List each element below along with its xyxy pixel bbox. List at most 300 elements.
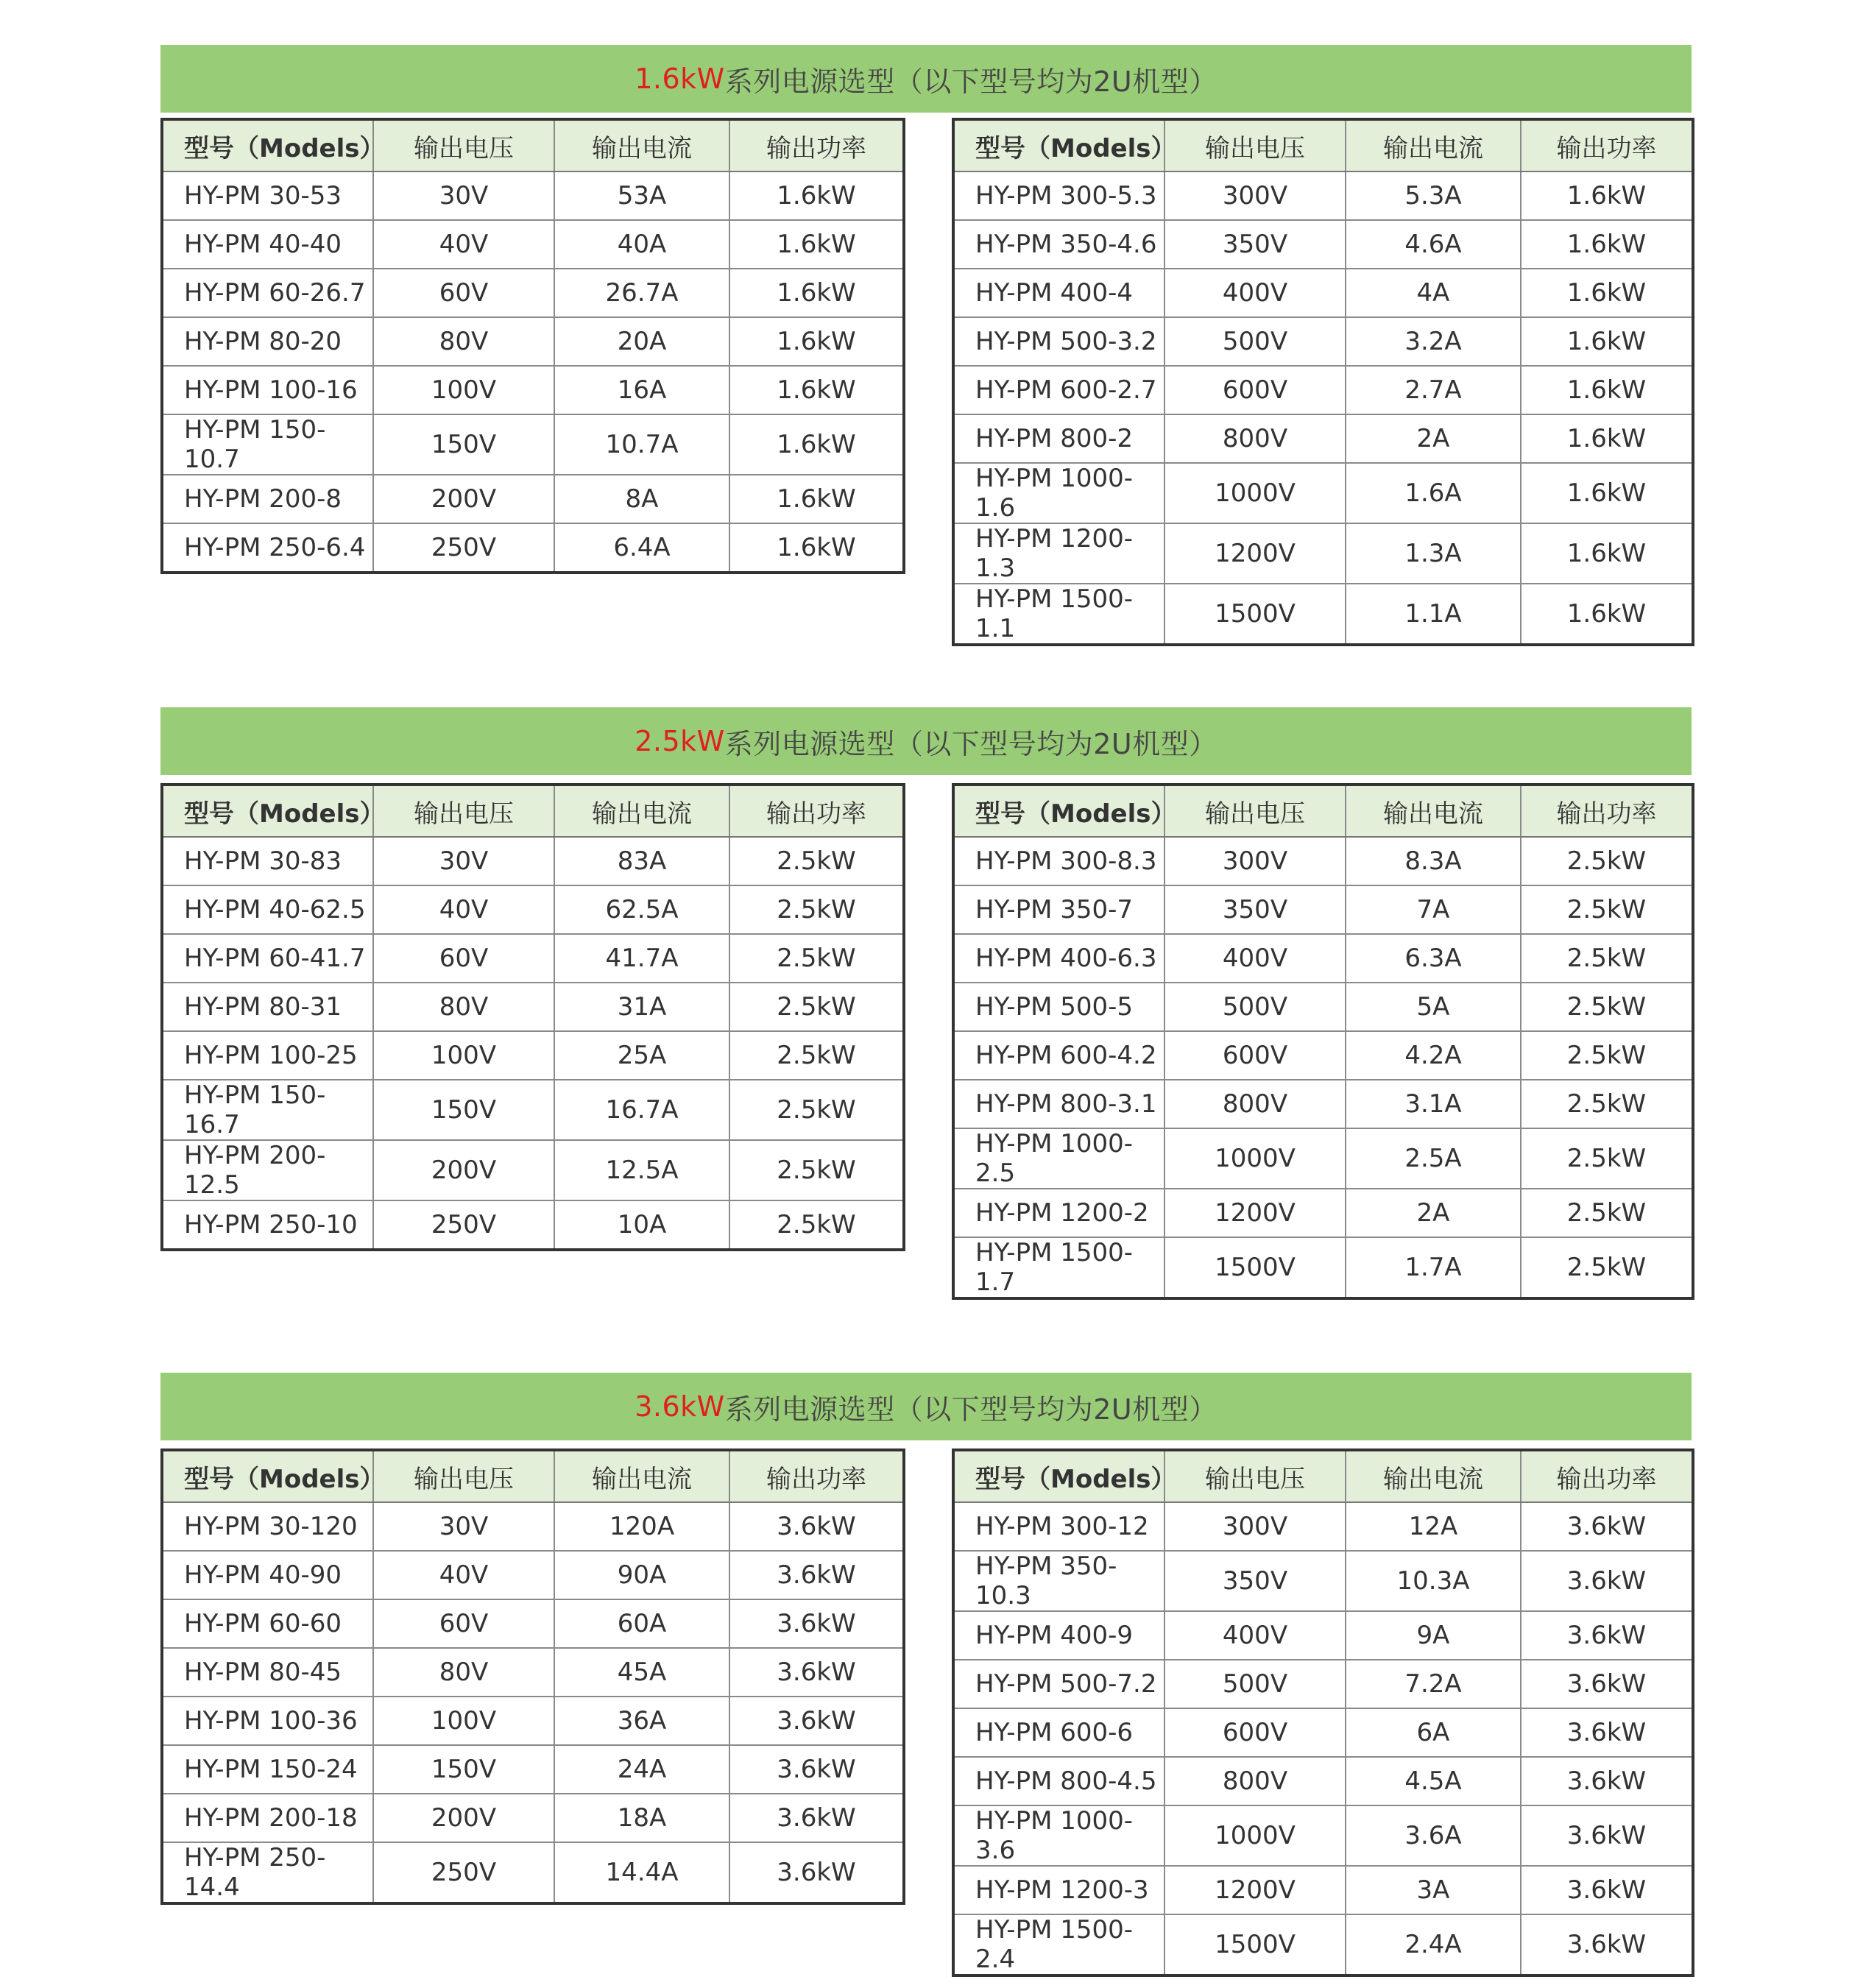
- model-cell: HY-PM 60-41.7: [162, 934, 373, 983]
- table-row: [162, 414, 904, 475]
- voltage-cell: 80V: [373, 983, 554, 1031]
- voltage-cell: 1500V: [1164, 1914, 1346, 1975]
- power-cell: 3.6kW: [729, 1648, 904, 1697]
- table-row: [162, 1140, 904, 1200]
- power-cell: 2.5kW: [729, 983, 904, 1031]
- table-row: [953, 983, 1693, 1031]
- model-cell: HY-PM 1000-1.6: [953, 463, 1164, 523]
- current-cell: 10.7A: [554, 414, 729, 475]
- current-cell: 4.5A: [1346, 1757, 1521, 1805]
- table-row: [953, 220, 1693, 269]
- table-row: [162, 1080, 904, 1140]
- model-cell: HY-PM 80-20: [162, 317, 373, 366]
- header-current: 输出电流: [554, 119, 729, 171]
- power-cell: 1.6kW: [729, 269, 904, 317]
- model-cell: HY-PM 250-14.4: [162, 1842, 373, 1903]
- power-cell: 3.6kW: [777, 1858, 856, 1887]
- model-cell: HY-PM 30-53: [162, 171, 373, 220]
- power-cell: 3.6kW: [1521, 1708, 1693, 1757]
- current-cell: 120A: [554, 1502, 729, 1551]
- header-voltage: 输出电压: [373, 1450, 554, 1502]
- header-row: [953, 119, 1693, 171]
- header-power: 输出功率: [1521, 119, 1693, 171]
- current-cell: 4A: [1346, 269, 1521, 317]
- table-row: [162, 1031, 904, 1080]
- current-cell: 45A: [554, 1648, 729, 1697]
- table-row: [953, 1805, 1693, 1866]
- voltage-cell: 200V: [373, 1794, 554, 1842]
- current-cell: 25A: [554, 1031, 729, 1080]
- header-voltage: 输出电压: [1164, 119, 1346, 171]
- power-cell: 2.5kW: [1521, 885, 1693, 934]
- power-cell: 2.5kW: [729, 1080, 904, 1140]
- header-row: [162, 119, 904, 171]
- voltage-cell: 40V: [373, 1551, 554, 1599]
- power-cell: 1.6kW: [729, 220, 904, 269]
- table-row: [162, 1200, 904, 1250]
- voltage-cell: 250V: [373, 523, 554, 573]
- table-row: [162, 983, 904, 1031]
- power-cell: 2.5kW: [1521, 1031, 1693, 1080]
- voltage-cell: 500V: [1164, 317, 1346, 366]
- power-cell: 3.6kW: [1566, 1930, 1647, 1959]
- voltage-cell: 1000V: [1164, 1128, 1346, 1189]
- power-cell: 3.6kW: [729, 1794, 904, 1842]
- table-row: [162, 1794, 904, 1842]
- voltage-cell: 500V: [1164, 983, 1346, 1031]
- header-voltage: 输出电压: [1164, 1450, 1346, 1502]
- table-row: [953, 317, 1693, 366]
- table-row: [953, 1757, 1693, 1805]
- table-row: [953, 1189, 1693, 1237]
- model-cell: HY-PM 200-12.5: [162, 1140, 373, 1200]
- table-row: [953, 414, 1693, 463]
- table-row: [953, 934, 1693, 983]
- voltage-cell: 60V: [373, 1599, 554, 1648]
- model-cell: HY-PM 200-18: [162, 1794, 373, 1842]
- table-row: [953, 1708, 1693, 1757]
- header-current: 输出电流: [554, 1450, 729, 1502]
- voltage-cell: 1000V: [1164, 1805, 1346, 1866]
- table-row: [953, 1502, 1693, 1551]
- model-cell: HY-PM 800-3.1: [953, 1080, 1164, 1128]
- power-cell: 3.6kW: [729, 1745, 904, 1794]
- model-cell: HY-PM 1200-3: [953, 1866, 1164, 1914]
- header-model: 型号（Models）: [162, 1450, 373, 1502]
- model-cell: HY-PM 350-7: [953, 885, 1164, 934]
- voltage-cell: 400V: [1164, 934, 1346, 983]
- current-cell: 8.3A: [1346, 837, 1521, 885]
- current-cell: 2.5A: [1346, 1128, 1521, 1189]
- table-row: [953, 171, 1693, 220]
- table-row: [162, 220, 904, 269]
- power-cell: 1.6kW: [729, 475, 904, 523]
- header-row: [953, 785, 1693, 837]
- model-cell: HY-PM 1200-2: [953, 1189, 1164, 1237]
- header-row: [953, 1450, 1693, 1502]
- voltage-cell: 100V: [373, 1697, 554, 1745]
- model-cell: HY-PM 40-90: [162, 1551, 373, 1599]
- current-cell: 53A: [554, 171, 729, 220]
- power-cell: 3.6kW: [1521, 1502, 1693, 1551]
- current-cell: 1.7A: [1346, 1237, 1521, 1298]
- current-cell: 3.6A: [1346, 1805, 1521, 1866]
- power-cell: 2.5kW: [777, 1210, 856, 1239]
- voltage-cell: 40V: [373, 220, 554, 269]
- header-power: 输出功率: [729, 785, 904, 837]
- voltage-cell: 1500V: [1164, 1237, 1346, 1298]
- power-cell: 2.5kW: [1521, 1189, 1693, 1237]
- voltage-cell: 60V: [373, 934, 554, 983]
- power-cell: 3.6kW: [729, 1599, 904, 1648]
- table-row: [953, 523, 1693, 584]
- header-power: 输出功率: [1521, 785, 1693, 837]
- table-row: [162, 475, 904, 523]
- table-row: [953, 1914, 1693, 1975]
- voltage-cell: 40V: [373, 885, 554, 934]
- power-cell: 1.6kW: [1521, 171, 1693, 220]
- voltage-cell: 150V: [373, 1080, 554, 1140]
- table-row: [162, 885, 904, 934]
- model-cell: HY-PM 100-36: [162, 1697, 373, 1745]
- header-power: 输出功率: [1521, 1450, 1693, 1502]
- model-cell: HY-PM 400-4: [953, 269, 1164, 317]
- power-cell: 1.6kW: [1521, 463, 1693, 523]
- section-banner-1-6kw: [160, 45, 1692, 113]
- current-cell: 40A: [554, 220, 729, 269]
- voltage-cell: 600V: [1164, 366, 1346, 414]
- model-cell: HY-PM 40-40: [162, 220, 373, 269]
- table-row: [162, 1697, 904, 1745]
- voltage-cell: 1500V: [1164, 584, 1346, 645]
- current-cell: 18A: [554, 1794, 729, 1842]
- voltage-cell: 200V: [373, 475, 554, 523]
- table-row: [953, 1866, 1693, 1914]
- current-cell: 3A: [1346, 1866, 1521, 1914]
- power-cell: 1.6kW: [1521, 366, 1693, 414]
- table-row: [953, 885, 1693, 934]
- voltage-cell: 600V: [1164, 1031, 1346, 1080]
- current-cell: 7.2A: [1346, 1660, 1521, 1708]
- power-cell: 2.5kW: [1521, 934, 1693, 983]
- current-cell: 12.5A: [554, 1140, 729, 1200]
- table-row: [953, 837, 1693, 885]
- power-cell: 1.6kW: [777, 533, 856, 562]
- header-voltage: 输出电压: [373, 785, 554, 837]
- voltage-cell: 350V: [1164, 220, 1346, 269]
- banner-power: 2.5kW: [635, 725, 725, 757]
- model-cell: HY-PM 250-10: [162, 1200, 373, 1250]
- current-cell: 9A: [1346, 1611, 1521, 1660]
- current-cell: 4.6A: [1346, 220, 1521, 269]
- table-row: [162, 366, 904, 414]
- power-cell: 1.6kW: [1521, 269, 1693, 317]
- power-cell: 3.6kW: [729, 1697, 904, 1745]
- power-cell: 3.6kW: [1521, 1551, 1693, 1611]
- voltage-cell: 800V: [1164, 1757, 1346, 1805]
- voltage-cell: 30V: [373, 1502, 554, 1551]
- power-cell: 3.6kW: [1521, 1866, 1693, 1914]
- power-cell: 1.6kW: [1521, 220, 1693, 269]
- voltage-cell: 30V: [373, 171, 554, 220]
- model-cell: HY-PM 1200-1.3: [953, 523, 1164, 584]
- current-cell: 6.4A: [554, 523, 729, 573]
- voltage-cell: 300V: [1164, 837, 1346, 885]
- header-voltage: 输出电压: [373, 119, 554, 171]
- voltage-cell: 800V: [1164, 1080, 1346, 1128]
- power-cell: 2.5kW: [1521, 837, 1693, 885]
- model-cell: HY-PM 600-2.7: [953, 366, 1164, 414]
- power-cell: 2.5kW: [1566, 1253, 1647, 1282]
- power-cell: 3.6kW: [1521, 1660, 1693, 1708]
- current-cell: 3.1A: [1346, 1080, 1521, 1128]
- power-cell: 3.6kW: [729, 1502, 904, 1551]
- model-cell: HY-PM 400-9: [953, 1611, 1164, 1660]
- spec-table-right: [952, 118, 1694, 646]
- current-cell: 14.4A: [554, 1842, 729, 1903]
- model-cell: HY-PM 400-6.3: [953, 934, 1164, 983]
- model-cell: HY-PM 500-5: [953, 983, 1164, 1031]
- voltage-cell: 150V: [373, 1745, 554, 1794]
- table-row: [953, 1128, 1693, 1189]
- model-cell: HY-PM 1000-2.5: [953, 1128, 1164, 1189]
- voltage-cell: 500V: [1164, 1660, 1346, 1708]
- current-cell: 12A: [1346, 1502, 1521, 1551]
- voltage-cell: 1200V: [1164, 523, 1346, 584]
- voltage-cell: 800V: [1164, 414, 1346, 463]
- voltage-cell: 30V: [373, 837, 554, 885]
- current-cell: 83A: [554, 837, 729, 885]
- model-cell: HY-PM 150-24: [162, 1745, 373, 1794]
- voltage-cell: 200V: [373, 1140, 554, 1200]
- current-cell: 6A: [1346, 1708, 1521, 1757]
- voltage-cell: 300V: [1164, 171, 1346, 220]
- power-cell: 1.6kW: [1566, 599, 1647, 629]
- power-cell: 2.5kW: [729, 837, 904, 885]
- model-cell: HY-PM 150-10.7: [162, 414, 373, 475]
- model-cell: HY-PM 300-8.3: [953, 837, 1164, 885]
- header-model: 型号（Models）: [162, 119, 373, 171]
- banner-power: 3.6kW: [635, 1390, 725, 1423]
- model-cell: HY-PM 100-16: [162, 366, 373, 414]
- spec-table-left: [160, 1448, 905, 1905]
- header-current: 输出电流: [1346, 785, 1521, 837]
- header-voltage: 输出电压: [1164, 785, 1346, 837]
- header-power: 输出功率: [729, 119, 904, 171]
- power-cell: 3.6kW: [1521, 1805, 1693, 1866]
- spec-table-right: [952, 783, 1694, 1300]
- current-cell: 36A: [554, 1697, 729, 1745]
- table-row: [162, 934, 904, 983]
- current-cell: 2A: [1346, 1189, 1521, 1237]
- power-cell: 2.5kW: [729, 1031, 904, 1080]
- power-cell: 1.6kW: [729, 366, 904, 414]
- current-cell: 24A: [554, 1745, 729, 1794]
- model-cell: HY-PM 200-8: [162, 475, 373, 523]
- table-row: [953, 584, 1693, 645]
- model-cell: HY-PM 800-4.5: [953, 1757, 1164, 1805]
- banner-title: 系列电源选型（以下型号均为2U机型）: [724, 1393, 1217, 1426]
- table-row: [162, 837, 904, 885]
- current-cell: 5.3A: [1346, 171, 1521, 220]
- section-banner-3-6kw: [160, 1373, 1692, 1440]
- voltage-cell: 1200V: [1164, 1189, 1346, 1237]
- section-banner-2-5kw: [160, 707, 1692, 775]
- table-row: [953, 366, 1693, 414]
- current-cell: 6.3A: [1346, 934, 1521, 983]
- header-model: 型号（Models）: [162, 785, 373, 837]
- table-row: [162, 1745, 904, 1794]
- voltage-cell: 1200V: [1164, 1866, 1346, 1914]
- current-cell: 10.3A: [1346, 1551, 1521, 1611]
- model-cell: HY-PM 600-6: [953, 1708, 1164, 1757]
- header-model: 型号（Models）: [953, 1450, 1164, 1502]
- voltage-cell: 80V: [373, 317, 554, 366]
- current-cell: 31A: [554, 983, 729, 1031]
- header-row: [162, 1450, 904, 1502]
- power-cell: 2.5kW: [1521, 1080, 1693, 1128]
- table-row: [953, 1237, 1693, 1298]
- voltage-cell: 100V: [373, 1031, 554, 1080]
- header-current: 输出电流: [1346, 1450, 1521, 1502]
- spec-table-left: [160, 783, 905, 1251]
- model-cell: HY-PM 1500-1.7: [953, 1237, 1164, 1298]
- voltage-cell: 100V: [373, 366, 554, 414]
- table-row: [162, 523, 904, 573]
- model-cell: HY-PM 350-4.6: [953, 220, 1164, 269]
- table-row: [953, 269, 1693, 317]
- power-cell: 2.5kW: [729, 885, 904, 934]
- header-row: [162, 785, 904, 837]
- power-cell: 2.5kW: [729, 1140, 904, 1200]
- power-cell: 1.6kW: [1521, 414, 1693, 463]
- spec-table-right: [952, 1448, 1694, 1977]
- current-cell: 62.5A: [554, 885, 729, 934]
- model-cell: HY-PM 60-60: [162, 1599, 373, 1648]
- model-cell: HY-PM 600-4.2: [953, 1031, 1164, 1080]
- power-cell: 3.6kW: [1521, 1611, 1693, 1660]
- current-cell: 20A: [554, 317, 729, 366]
- table-row: [953, 463, 1693, 523]
- table-row: [162, 317, 904, 366]
- table-row: [162, 1648, 904, 1697]
- model-cell: HY-PM 1500-1.1: [953, 584, 1164, 645]
- model-cell: HY-PM 800-2: [953, 414, 1164, 463]
- model-cell: HY-PM 300-5.3: [953, 171, 1164, 220]
- power-cell: 3.6kW: [1521, 1757, 1693, 1805]
- power-cell: 2.5kW: [1521, 983, 1693, 1031]
- current-cell: 26.7A: [554, 269, 729, 317]
- header-current: 输出电流: [554, 785, 729, 837]
- model-cell: HY-PM 30-83: [162, 837, 373, 885]
- model-cell: HY-PM 100-25: [162, 1031, 373, 1080]
- banner-title: 系列电源选型（以下型号均为2U机型）: [724, 65, 1217, 98]
- table-row: [162, 1599, 904, 1648]
- current-cell: 1.1A: [1346, 584, 1521, 645]
- table-row: [162, 1551, 904, 1599]
- table-row: [953, 1660, 1693, 1708]
- model-cell: HY-PM 500-3.2: [953, 317, 1164, 366]
- voltage-cell: 400V: [1164, 1611, 1346, 1660]
- power-cell: 1.6kW: [729, 171, 904, 220]
- current-cell: 60A: [554, 1599, 729, 1648]
- power-cell: 1.6kW: [729, 414, 904, 475]
- voltage-cell: 250V: [373, 1842, 554, 1903]
- model-cell: HY-PM 30-120: [162, 1502, 373, 1551]
- voltage-cell: 1000V: [1164, 463, 1346, 523]
- banner-power: 1.6kW: [635, 63, 725, 95]
- current-cell: 90A: [554, 1551, 729, 1599]
- voltage-cell: 150V: [373, 414, 554, 475]
- voltage-cell: 300V: [1164, 1502, 1346, 1551]
- current-cell: 7A: [1346, 885, 1521, 934]
- model-cell: HY-PM 80-31: [162, 983, 373, 1031]
- voltage-cell: 350V: [1164, 885, 1346, 934]
- voltage-cell: 80V: [373, 1648, 554, 1697]
- model-cell: HY-PM 60-26.7: [162, 269, 373, 317]
- power-cell: 1.6kW: [1521, 317, 1693, 366]
- header-model: 型号（Models）: [953, 785, 1164, 837]
- banner-title: 系列电源选型（以下型号均为2U机型）: [724, 727, 1217, 760]
- model-cell: HY-PM 250-6.4: [162, 523, 373, 573]
- current-cell: 2.4A: [1346, 1914, 1521, 1975]
- spec-table-left: [160, 118, 905, 574]
- table-row: [162, 1842, 904, 1903]
- voltage-cell: 350V: [1164, 1551, 1346, 1611]
- table-row: [162, 171, 904, 220]
- power-cell: 1.6kW: [1521, 523, 1693, 584]
- table-row: [162, 269, 904, 317]
- voltage-cell: 400V: [1164, 269, 1346, 317]
- table-row: [953, 1611, 1693, 1660]
- current-cell: 2A: [1346, 414, 1521, 463]
- table-row: [162, 1502, 904, 1551]
- voltage-cell: 60V: [373, 269, 554, 317]
- model-cell: HY-PM 40-62.5: [162, 885, 373, 934]
- current-cell: 8A: [554, 475, 729, 523]
- table-row: [953, 1031, 1693, 1080]
- current-cell: 1.3A: [1346, 523, 1521, 584]
- table-row: [953, 1551, 1693, 1611]
- power-cell: 2.5kW: [729, 934, 904, 983]
- current-cell: 1.6A: [1346, 463, 1521, 523]
- table-row: [953, 1080, 1693, 1128]
- model-cell: HY-PM 300-12: [953, 1502, 1164, 1551]
- current-cell: 16.7A: [554, 1080, 729, 1140]
- current-cell: 5A: [1346, 983, 1521, 1031]
- model-cell: HY-PM 150-16.7: [162, 1080, 373, 1140]
- power-cell: 1.6kW: [729, 317, 904, 366]
- model-cell: HY-PM 350-10.3: [953, 1551, 1164, 1611]
- current-cell: 2.7A: [1346, 366, 1521, 414]
- voltage-cell: 600V: [1164, 1708, 1346, 1757]
- current-cell: 10A: [554, 1200, 729, 1250]
- power-cell: 2.5kW: [1521, 1128, 1693, 1189]
- current-cell: 4.2A: [1346, 1031, 1521, 1080]
- header-model: 型号（Models）: [953, 119, 1164, 171]
- model-cell: HY-PM 1500-2.4: [953, 1914, 1164, 1975]
- current-cell: 16A: [554, 366, 729, 414]
- model-cell: HY-PM 1000-3.6: [953, 1805, 1164, 1866]
- current-cell: 41.7A: [554, 934, 729, 983]
- model-cell: HY-PM 500-7.2: [953, 1660, 1164, 1708]
- power-cell: 3.6kW: [729, 1551, 904, 1599]
- header-current: 输出电流: [1346, 119, 1521, 171]
- voltage-cell: 250V: [373, 1200, 554, 1250]
- header-power: 输出功率: [729, 1450, 904, 1502]
- current-cell: 3.2A: [1346, 317, 1521, 366]
- model-cell: HY-PM 80-45: [162, 1648, 373, 1697]
